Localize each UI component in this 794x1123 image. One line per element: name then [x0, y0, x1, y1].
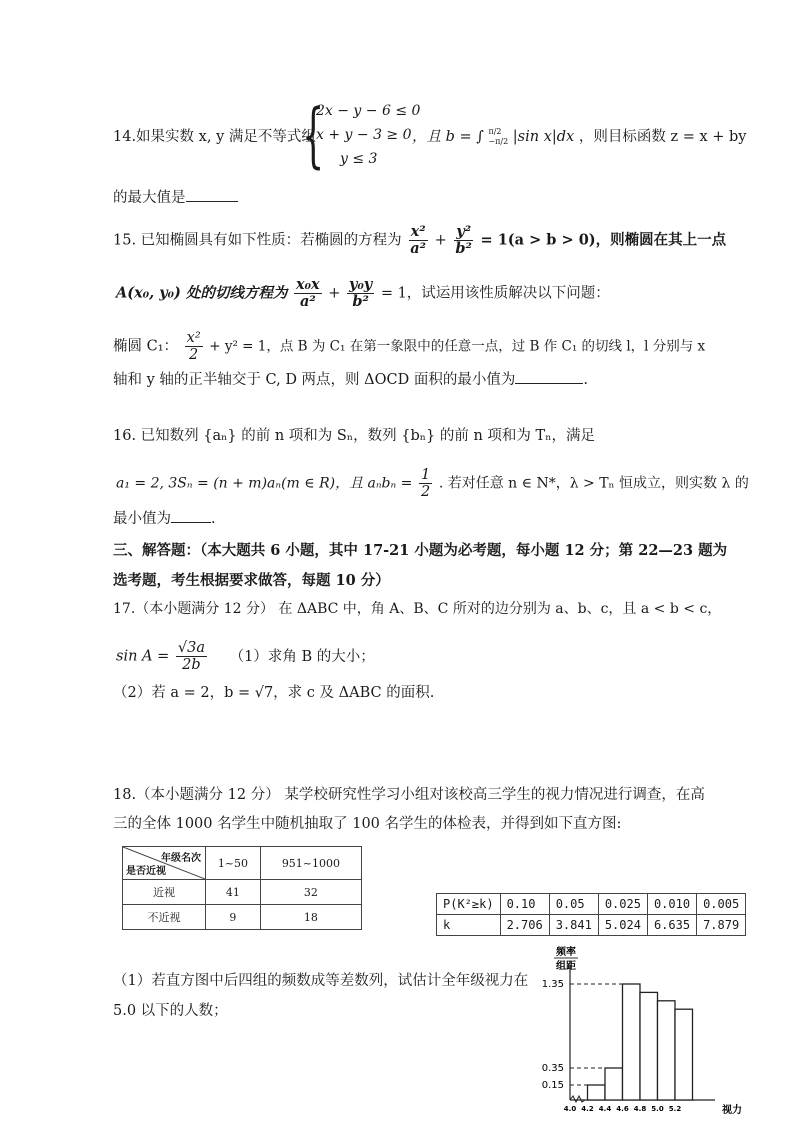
q14-limits: [488, 127, 508, 147]
frac-num: 1: [420, 467, 431, 483]
plus-sign: +: [434, 232, 447, 249]
histogram-bar: [623, 984, 641, 1100]
y-tick-label: 0.15: [541, 1080, 564, 1091]
q14-lower-limit: −π/2: [488, 137, 509, 146]
corner-top-label: 年级名次: [161, 853, 201, 864]
q15-ellipse-label: 椭圆 C₁：: [113, 338, 179, 355]
table-row: [437, 915, 746, 936]
plus-sign: +: [328, 285, 341, 302]
q14-ineq-2: x + y − 3 ≥ 0: [316, 127, 412, 143]
table-corner-cell: [123, 847, 206, 880]
q14-upper-limit: π/2: [488, 127, 502, 136]
q18-line1: 18.（本小题满分 12 分） 某学校研究性学习小组对该校高三学生的视力情况进行调查，在高: [113, 787, 705, 803]
table-cell: 2.706: [500, 915, 549, 936]
frac-den: a²: [299, 293, 316, 310]
x-tick-label: 4.8: [633, 1105, 647, 1113]
table-cell: 5.024: [598, 915, 647, 936]
q15-line3: [113, 330, 705, 363]
q16-line2: [116, 467, 749, 500]
frac-den: 2b: [182, 657, 201, 673]
table-cell: 7.879: [697, 915, 746, 936]
frac-den: b²: [455, 240, 472, 257]
section3-heading-line2: 选考题，考生根据要求做答，每题 10 分）: [113, 572, 390, 589]
q14-middle: ，且 b = ∫: [412, 129, 484, 145]
q17-part1: （1）求角 B 的大小；: [229, 648, 375, 665]
q14-suffix: ，则目标函数 z = x + by: [578, 129, 747, 145]
table-cell: 32: [260, 880, 361, 905]
q14-inequality-system: [302, 94, 421, 180]
table-header: 1~50: [206, 847, 261, 880]
q17-line3: （2）若 a = 2，b = √7，求 c 及 ΔABC 的面积.: [113, 685, 435, 701]
q17-frac: [176, 640, 207, 673]
table-cell: 9: [206, 905, 261, 930]
ylabel-top: 频率: [556, 947, 576, 958]
q14-brace: {: [302, 94, 325, 176]
q16-answer-blank: [171, 508, 211, 523]
q15-text-b: = 1(a > b > 0)，则椭圆在其上一点: [480, 231, 727, 249]
q16-answer-prompt: 最小值为: [113, 511, 171, 527]
corner-bottom-label: 是否近视: [126, 866, 166, 877]
q15-frac-x0x: [294, 277, 322, 310]
table-cell: 0.025: [598, 894, 647, 915]
table-cell: 18: [260, 905, 361, 930]
q15-frac-x2a2: [408, 224, 428, 257]
x-tick-label: 5.0: [651, 1105, 664, 1113]
frac-den: 2: [420, 484, 431, 500]
table-row: [123, 847, 362, 880]
table-header: 951~1000: [260, 847, 361, 880]
frac-num: √3a: [177, 640, 205, 656]
q14-answer-blank: [186, 187, 238, 202]
q17-line2: [116, 640, 375, 673]
histogram-bar: [640, 992, 658, 1100]
q15-line1: [113, 224, 726, 257]
table-row: [123, 880, 362, 905]
q14-answer-prompt: 的最大值是: [113, 190, 186, 206]
q16-period: .: [211, 511, 216, 527]
q14-integral: [412, 127, 746, 147]
q14-prefix: 14.如果实数 x, y 满足不等式组: [113, 129, 316, 145]
q15-point-text: A(x₀, y₀) 处的切线方程为: [116, 284, 288, 302]
q16-text-b: . 若对任意 n ∈ N*，λ > Tₙ 恒成立，则实数 λ 的: [438, 475, 749, 492]
q16-frac-half: [419, 467, 432, 500]
xlabel: 视力: [722, 1105, 742, 1116]
q14-ineq-3: y ≤ 3: [340, 151, 378, 167]
x-tick-label: 4.4: [598, 1105, 612, 1113]
q18-part1-line1: （1）若直方图中后四组的频数成等差数列，试估计全年级视力在: [113, 973, 529, 989]
table-cell: 0.005: [697, 894, 746, 915]
x-tick-label: 4.2: [581, 1105, 594, 1113]
frac-den: b²: [352, 293, 369, 310]
frac-num: y₀y: [349, 276, 373, 293]
frac-num: x²: [410, 223, 426, 240]
x-tick-label: 4.6: [616, 1105, 629, 1113]
y-tick-label: 1.35: [541, 979, 564, 990]
q15-period: .: [583, 372, 588, 388]
q16-line1: 16. 已知数列 {aₙ} 的前 n 项和为 Sₙ，数列 {bₙ} 的前 n 项和为 Tₙ，满足: [113, 428, 595, 444]
table-cell: 0.05: [549, 894, 598, 915]
table-cell: 6.635: [647, 915, 696, 936]
q14-ineq-1: 2x − y − 6 ≤ 0: [316, 103, 421, 119]
q14-integrand: |sin x|dx: [512, 129, 575, 145]
table-row: [123, 905, 362, 930]
q18-contingency-table: [122, 846, 362, 930]
q15-answer-prompt: 轴和 y 轴的正半轴交于 C, D 两点，则 ΔOCD 面积的最小值为: [113, 372, 516, 388]
histogram-bar: [675, 1009, 693, 1100]
frac-num: y²: [456, 223, 472, 240]
x-tick-label: 5.2: [668, 1105, 682, 1113]
q14-line2: [113, 187, 238, 208]
table-cell: P(K²≥k): [437, 894, 501, 915]
frac-num: x₀x: [296, 276, 320, 293]
q18-line2: 三的全体 1000 名学生中随机抽取了 100 名学生的体检表，并得到如下直方图:: [113, 816, 622, 832]
q18-critical-value-table: [436, 893, 746, 936]
histogram-bar: [588, 1085, 606, 1100]
table-cell: 41: [206, 880, 261, 905]
q15-frac-y2b2: [453, 224, 474, 257]
q15-frac-x2-2: [185, 330, 203, 363]
table-cell: 近视: [123, 880, 206, 905]
table-cell: 3.841: [549, 915, 598, 936]
histogram-bar: [658, 1001, 676, 1100]
section3-heading-line1: 三、解答题：（本大题共 6 小题，其中 17-21 小题为必考题，每小题 12 分；第 22—23 题为: [113, 542, 728, 559]
frac-num: x²: [186, 330, 201, 346]
q15-text-a: 15. 已知椭圆具有如下性质：若椭圆的方程为: [113, 232, 402, 249]
q16-line3: [113, 508, 216, 529]
q15-answer-blank: [515, 369, 583, 384]
histogram-bar: [605, 1068, 623, 1100]
table-cell: 不近视: [123, 905, 206, 930]
table-cell: 0.10: [500, 894, 549, 915]
ylabel-bottom: 组距: [556, 961, 576, 972]
x-tick-label: 4.0: [563, 1105, 577, 1113]
q17-line1: 17.（本小题满分 12 分） 在 ΔABC 中，角 A、B、C 所对的边分别为 a、b、c，且 a < b < c，: [113, 601, 722, 617]
q15-text-c: = 1，试运用该性质解决以下问题：: [380, 285, 610, 302]
table-cell: k: [437, 915, 501, 936]
q15-text-d: + y² = 1，点 B 为 C₁ 在第一象限中的任意一点，过 B 作 C₁ 的切线 l，l 分别与 x: [209, 338, 706, 355]
q17-sinA: sin A =: [116, 648, 170, 665]
y-tick-label: 0.35: [541, 1063, 564, 1074]
q16-text-a: a₁ = 2, 3Sₙ = (n + m)aₙ(m ∈ R)，且 aₙbₙ =: [116, 475, 413, 492]
table-cell: 0.010: [647, 894, 696, 915]
axis-break-mark: [570, 1096, 585, 1102]
table-row: [437, 894, 746, 915]
vision-histogram: [522, 945, 762, 1120]
q15-line4: [113, 369, 588, 390]
q18-part1-line2: 5.0 以下的人数；: [113, 1003, 228, 1019]
q15-line2: [116, 277, 610, 310]
frac-den: 2: [189, 347, 199, 363]
frac-den: a²: [410, 240, 427, 257]
q15-frac-y0y: [347, 277, 374, 310]
